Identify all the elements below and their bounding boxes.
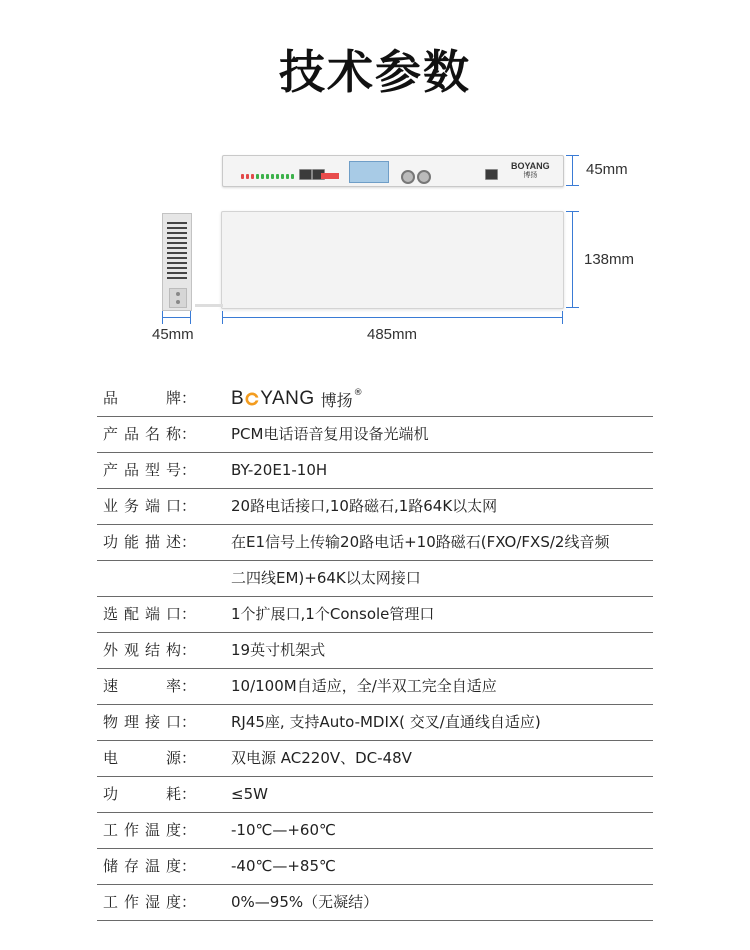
spec-value: 20路电话接口,10路磁石,1路64K以太网 — [231, 497, 498, 515]
dim-width-label: 485mm — [367, 326, 418, 343]
spec-value: 双电源 AC220V、DC-48V — [231, 749, 412, 767]
spec-colon: ： — [181, 497, 197, 515]
spec-row — [97, 705, 653, 741]
spec-label: 业务端口 — [103, 497, 181, 515]
spec-colon: ： — [181, 785, 197, 803]
spec-row — [97, 489, 653, 525]
spec-label: 工作温度 — [103, 821, 181, 839]
dim-side-width-label: 45mm — [152, 326, 194, 343]
led-indicator — [291, 174, 294, 179]
dim-front-height-tick-bottom — [566, 185, 579, 186]
spec-row — [97, 525, 653, 561]
vent-slot — [167, 227, 187, 229]
led-indicator — [266, 174, 269, 179]
spec-value: ≤5W — [231, 785, 268, 803]
bnc-connector-1 — [401, 170, 415, 184]
spec-label: 物理接口 — [103, 713, 181, 731]
spec-colon: ： — [181, 857, 197, 875]
spec-row — [97, 561, 653, 597]
led-indicator — [286, 174, 289, 179]
panel-label-sticker — [349, 161, 389, 183]
vent-slot — [167, 267, 187, 269]
device-front-panel — [222, 155, 564, 187]
spec-value: -40℃—+85℃ — [231, 857, 336, 875]
spec-label: 选配端口 — [103, 605, 181, 623]
spec-value: 在E1信号上传输20路电话+10路磁石(FXO/FXS/2线音频 — [231, 533, 610, 551]
spec-colon: ： — [181, 533, 197, 551]
spec-value: 二四线EM)+64K以太网接口 — [231, 569, 421, 587]
spec-colon: ： — [181, 821, 197, 839]
mounting-ear — [169, 288, 187, 308]
spec-value: RJ45座, 支持Auto-MDIX( 交叉/直通线自适应) — [231, 713, 541, 731]
spec-value: 19英寸机架式 — [231, 641, 326, 659]
dim-depth-tick-top — [566, 211, 579, 212]
spec-colon: ： — [181, 389, 197, 407]
vent-slot — [167, 247, 187, 249]
brand-name-cn: 博扬 — [320, 390, 353, 410]
spec-row — [97, 633, 653, 669]
spec-colon: ： — [181, 677, 197, 695]
vent-slot — [167, 277, 187, 279]
spec-colon: ： — [181, 749, 197, 767]
spec-row — [97, 885, 653, 921]
spec-row — [97, 777, 653, 813]
spec-row — [97, 741, 653, 777]
device-top-view — [221, 211, 564, 309]
spec-label: 工作湿度 — [103, 893, 181, 911]
spec-colon: ： — [181, 893, 197, 911]
brand-o-mark-icon — [245, 392, 259, 406]
vent-slot — [167, 252, 187, 254]
led-indicator — [281, 174, 284, 179]
dim-side-width-tick-left — [162, 311, 163, 324]
spec-row — [97, 849, 653, 885]
spec-row — [97, 417, 653, 453]
spec-value: PCM电话语音复用设备光端机 — [231, 425, 429, 443]
console-port — [485, 169, 498, 180]
dim-depth-label: 138mm — [584, 251, 635, 268]
spec-value: 1个扩展口,1个Console管理口 — [231, 605, 435, 623]
dim-width-tick-right — [562, 311, 563, 324]
status-leds — [241, 166, 301, 180]
vent-slot — [167, 272, 187, 274]
spec-label: 产品名称 — [103, 425, 181, 443]
spec-table — [97, 381, 653, 921]
vent-slot — [167, 222, 187, 224]
panel-logo: BOYANG 博扬 — [511, 161, 550, 179]
spec-colon: ： — [181, 425, 197, 443]
led-indicator — [271, 174, 274, 179]
dim-front-height-line — [572, 155, 573, 185]
spec-label: 电源 — [103, 749, 181, 767]
spec-row — [97, 669, 653, 705]
spec-row — [97, 453, 653, 489]
spec-label: 储存温度 — [103, 857, 181, 875]
led-indicator — [256, 174, 259, 179]
spec-colon: ： — [181, 641, 197, 659]
vent-slot — [167, 232, 187, 234]
bnc-connector-2 — [417, 170, 431, 184]
vent-slot — [167, 262, 187, 264]
spec-label: 速率 — [103, 677, 181, 695]
dim-side-width-tick-right — [190, 311, 191, 324]
top-view-edge — [195, 304, 223, 307]
brand-letter-b: B — [231, 388, 245, 409]
spec-label: 外观结构 — [103, 641, 181, 659]
vent-slot — [167, 242, 187, 244]
registered-mark: ® — [353, 388, 363, 398]
spec-colon: ： — [181, 713, 197, 731]
spec-label: 功能描述 — [103, 533, 181, 551]
spec-label: 产品型号 — [103, 461, 181, 479]
brand-letters-yang: YANG — [260, 388, 315, 409]
spec-value: -10℃—+60℃ — [231, 821, 336, 839]
vent-slot — [167, 237, 187, 239]
spec-colon: ： — [181, 461, 197, 479]
led-indicator — [261, 174, 264, 179]
spec-label: 功耗 — [103, 785, 181, 803]
led-indicator — [276, 174, 279, 179]
dim-side-width-line — [162, 317, 190, 318]
dim-front-height-tick-top — [566, 155, 579, 156]
led-indicator — [246, 174, 249, 179]
device-side-view — [162, 213, 192, 311]
brand-logo — [231, 388, 363, 410]
spec-row — [97, 381, 653, 417]
spec-label: 品牌 — [103, 389, 181, 407]
dim-depth-tick-bottom — [566, 307, 579, 308]
page-title: 技术参数 — [279, 45, 471, 99]
spec-colon: ： — [181, 605, 197, 623]
dip-switch — [321, 173, 339, 179]
rj45-port-1 — [299, 169, 312, 180]
dim-width-line — [222, 317, 562, 318]
dim-front-height-label: 45mm — [586, 161, 628, 178]
led-indicator — [241, 174, 244, 179]
spec-value: 0%—95%（无凝结） — [231, 893, 379, 911]
led-indicator — [251, 174, 254, 179]
spec-row — [97, 597, 653, 633]
dim-width-tick-left — [222, 311, 223, 324]
spec-value: 10/100M自适应，全/半双工完全自适应 — [231, 677, 497, 695]
spec-row — [97, 813, 653, 849]
spec-value: BY-20E1-10H — [231, 461, 328, 479]
dim-depth-line — [572, 211, 573, 307]
vent-slot — [167, 257, 187, 259]
